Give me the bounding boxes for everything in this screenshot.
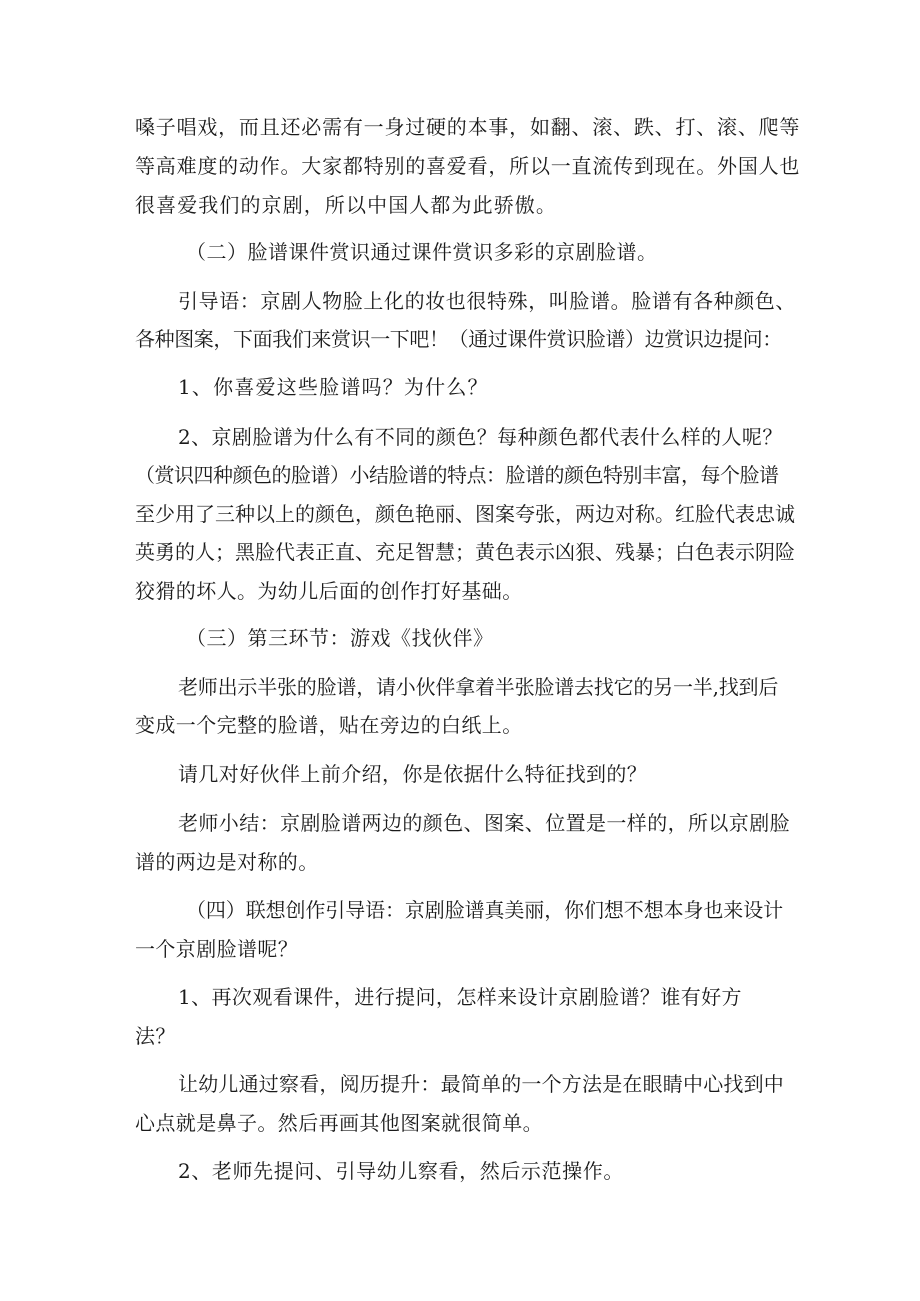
text-line: 一个京剧脸谱呢？ [135, 937, 299, 961]
text-line: （赏识四种颜色的脸谱）小结脸谱的特点：脸谱的颜色特别丰富，每个脸谱 [135, 463, 779, 487]
text-line: 至少用了三种以上的颜色，颜色艳丽、图案夸张，两边对称。红脸代表忠诚 [135, 502, 795, 526]
text-line: 各种图案，下面我们来赏识一下吧！（通过课件赏识脸谱）边赏识边提问： [135, 327, 782, 351]
text-line: 嗓子唱戏，而且还必需有一身过硬的本事，如翻、滚、跌、打、滚、爬等 [135, 115, 801, 139]
text-line: 让幼儿通过察看，阅历提升：最简单的一个方法是在眼睛中心找到中 [178, 1072, 784, 1096]
list-item: 1、你喜爱这些脸谱吗？为什么？ [178, 375, 489, 399]
list-item: 1、再次观看课件，进行提问，怎样来设计京剧脸谱？谁有好方 [178, 985, 742, 1009]
text-line: 等高难度的动作。大家都特别的喜爱看，所以一直流传到现在。外国人也 [135, 154, 801, 178]
text-line: 变成一个完整的脸谱，贴在旁边的白纸上。 [135, 713, 523, 737]
list-item: 2、老师先提问、引导幼儿察看，然后示范操作。 [178, 1159, 624, 1183]
text-line: 英勇的人；黑脸代表正直、充足智慧；黄色表示凶狠、残暴；白色表示阴险 [135, 540, 795, 564]
text-line: 老师小结：京剧脸谱两边的颜色、图案、位置是一样的，所以京剧脸 [178, 811, 790, 835]
text-line: 谱的两边是对称的。 [135, 850, 319, 874]
text-line: 很喜爱我们的京剧，所以中国人都为此骄傲。 [135, 193, 557, 217]
section-heading: （二）脸谱课件赏识通过课件赏识多彩的京剧脸谱。 [186, 240, 658, 264]
section-heading: （四）联想创作引导语：京剧脸谱真美丽，你们想不想本身也来设计 [186, 898, 783, 922]
text-line: 引导语：京剧人物脸上化的妆也很特殊，叫脸谱。脸谱有各种颜色、 [178, 289, 796, 313]
text-line: 法？ [135, 1024, 176, 1048]
text-line: 心点就是鼻子。然后再画其他图案就很简单。 [135, 1111, 543, 1135]
text-line: 狡猾的坏人。为幼儿后面的创作打好基础。 [135, 579, 523, 603]
section-heading: （三）第三环节：游戏《找伙伴》 [186, 626, 494, 650]
text-line: 老师出示半张的脸谱，请小伙伴拿着半张脸谱去找它的另一半,找到后 [178, 675, 779, 699]
list-item: 2、京剧脸谱为什么有不同的颜色？每种颜色都代表什么样的人呢？ [178, 425, 783, 449]
text-line: 请几对好伙伴上前介绍，你是依据什么特征找到的？ [178, 762, 648, 786]
